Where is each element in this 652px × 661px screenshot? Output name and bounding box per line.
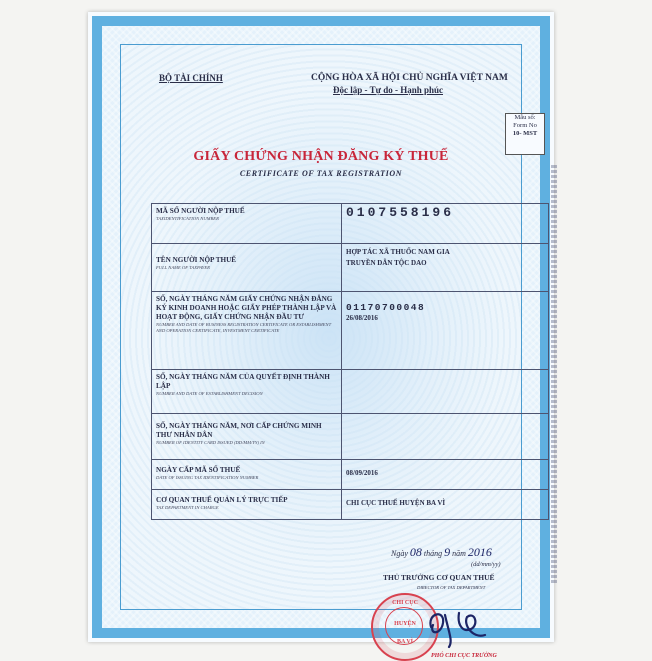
- label-vn: MÃ SỐ NGƯỜI NỘP THUẾ: [156, 207, 245, 215]
- row-label: [152, 490, 342, 520]
- table-row: [152, 414, 549, 460]
- certificate-subtitle: CERTIFICATE OF TAX REGISTRATION: [239, 169, 403, 178]
- label-vn: NGÀY CẤP MÃ SỐ THUẾ: [156, 466, 241, 474]
- date-year-word: năm: [452, 549, 466, 558]
- tax-id-issue-date: 08/09/2016: [346, 469, 378, 477]
- table-row: [152, 460, 549, 490]
- table-row: [152, 490, 549, 520]
- issue-date-line: [391, 545, 492, 560]
- label-vn: SỐ, NGÀY THÁNG NĂM GIẤY CHỨNG NHẬN ĐĂNG KÝ KINH DOANH HOẶC GIẤY PHÉP THÀNH LẬP VÀ HOẠT ĐỘNG, GIẤY CHỨNG NHẬN ĐẦU TƯ: [156, 295, 337, 321]
- business-registration-date: 26/08/2016: [346, 314, 378, 322]
- seal-text-middle: HUYỆN: [394, 621, 416, 627]
- label-vn: SỐ, NGÀY THÁNG NĂM, NƠI CẤP CHỨNG MINH THƯ NHÂN DÂN: [156, 422, 322, 439]
- seal-text-top: CHI CỤC: [392, 600, 418, 606]
- label-en: TAXIDENTIFICATION NUMBER: [156, 216, 219, 221]
- issue-year: 2016: [467, 545, 492, 559]
- label-en: NUMBER AND DATE OF ESTABLISHMENT DECISION: [156, 391, 263, 396]
- business-registration-number: 01170700048: [346, 302, 426, 313]
- label-vn: SỐ, NGÀY THÁNG NĂM CỦA QUYẾT ĐỊNH THÀNH LẬP: [156, 373, 330, 390]
- seal-text-bottom: BA VÌ: [396, 639, 414, 645]
- national-motto: Độc lập - Tự do - Hạnh phúc: [333, 85, 444, 95]
- side-microtext: [551, 165, 557, 585]
- table-row: [152, 370, 549, 414]
- row-value: [342, 370, 549, 414]
- republic-name: CỘNG HÒA XÃ HỘI CHỦ NGHĨA VIỆT NAM: [311, 73, 508, 83]
- certificate-body: [120, 44, 538, 659]
- label-en: FULL NAME OF TAXPAYER: [156, 265, 210, 270]
- label-vn: CƠ QUAN THUẾ QUẢN LÝ TRỰC TIẾP: [156, 496, 288, 504]
- row-value: [342, 460, 549, 490]
- date-prefix: Ngày: [391, 549, 408, 558]
- label-en: TAX DEPARTMENT IN CHARGE: [156, 505, 219, 510]
- row-value: [342, 204, 549, 244]
- form-code-number: 10- MST: [512, 130, 538, 137]
- row-value: [342, 490, 549, 520]
- row-label: [152, 204, 342, 244]
- decorative-border: [92, 16, 550, 659]
- table-row: [152, 292, 549, 370]
- row-value: [342, 244, 549, 292]
- row-label: [152, 370, 342, 414]
- row-value: [342, 292, 549, 370]
- row-label: [152, 244, 342, 292]
- issue-month: 9: [444, 545, 451, 559]
- form-code-line: Mẫu số:: [514, 114, 536, 121]
- tax-department-value: CHI CỤC THUẾ HUYỆN BA VÌ: [346, 499, 446, 507]
- label-vn: TÊN NGƯỜI NỘP THUẾ: [156, 256, 237, 264]
- signer-role: PHÓ CHI CỤC TRƯỞNG: [431, 653, 497, 659]
- certificate-title: GIẤY CHỨNG NHẬN ĐĂNG KÝ THUẾ: [193, 149, 449, 164]
- table-row: [152, 204, 549, 244]
- label-en: NUMBER OF IDENTITY CARD ISSUED (DD/MM/YY) IN: [156, 440, 265, 445]
- row-label: [152, 460, 342, 490]
- date-month-word: tháng: [423, 549, 443, 558]
- label-en: NUMBER AND DATE OF BUSINESS REGISTRATION CERTIFICATE OR ESTABLISHMENT AND OPERATION CERTIFICATE, INVESTMENT CERTIFICATE: [156, 322, 332, 333]
- signer-title-en: DIRECTOR OF TAX DEPARTMENT: [417, 585, 486, 590]
- row-value: [342, 414, 549, 460]
- date-format-hint: (dd/mm/yy): [471, 561, 501, 568]
- form-code-line: Form No: [513, 122, 537, 129]
- tax-id-value: 0107558196: [346, 205, 455, 220]
- taxpayer-name-line: HỢP TÁC XÃ THUỐC NAM GIA: [346, 248, 450, 256]
- row-label: [152, 292, 342, 370]
- registration-table: [151, 203, 549, 520]
- row-label: [152, 414, 342, 460]
- taxpayer-name-line: TRUYỀN DÂN TỘC DAO: [346, 259, 427, 267]
- issue-day: 08: [409, 545, 422, 559]
- table-row: [152, 244, 549, 292]
- label-en: DATE OF ISSUING TAX IDENTIFICATION NUMBER: [156, 475, 259, 480]
- handwritten-signature: [423, 605, 493, 651]
- certificate-page: [88, 12, 554, 659]
- ministry-name: BỘ TÀI CHÍNH: [159, 73, 223, 83]
- signer-title: THỦ TRƯỞNG CƠ QUAN THUẾ: [383, 573, 495, 582]
